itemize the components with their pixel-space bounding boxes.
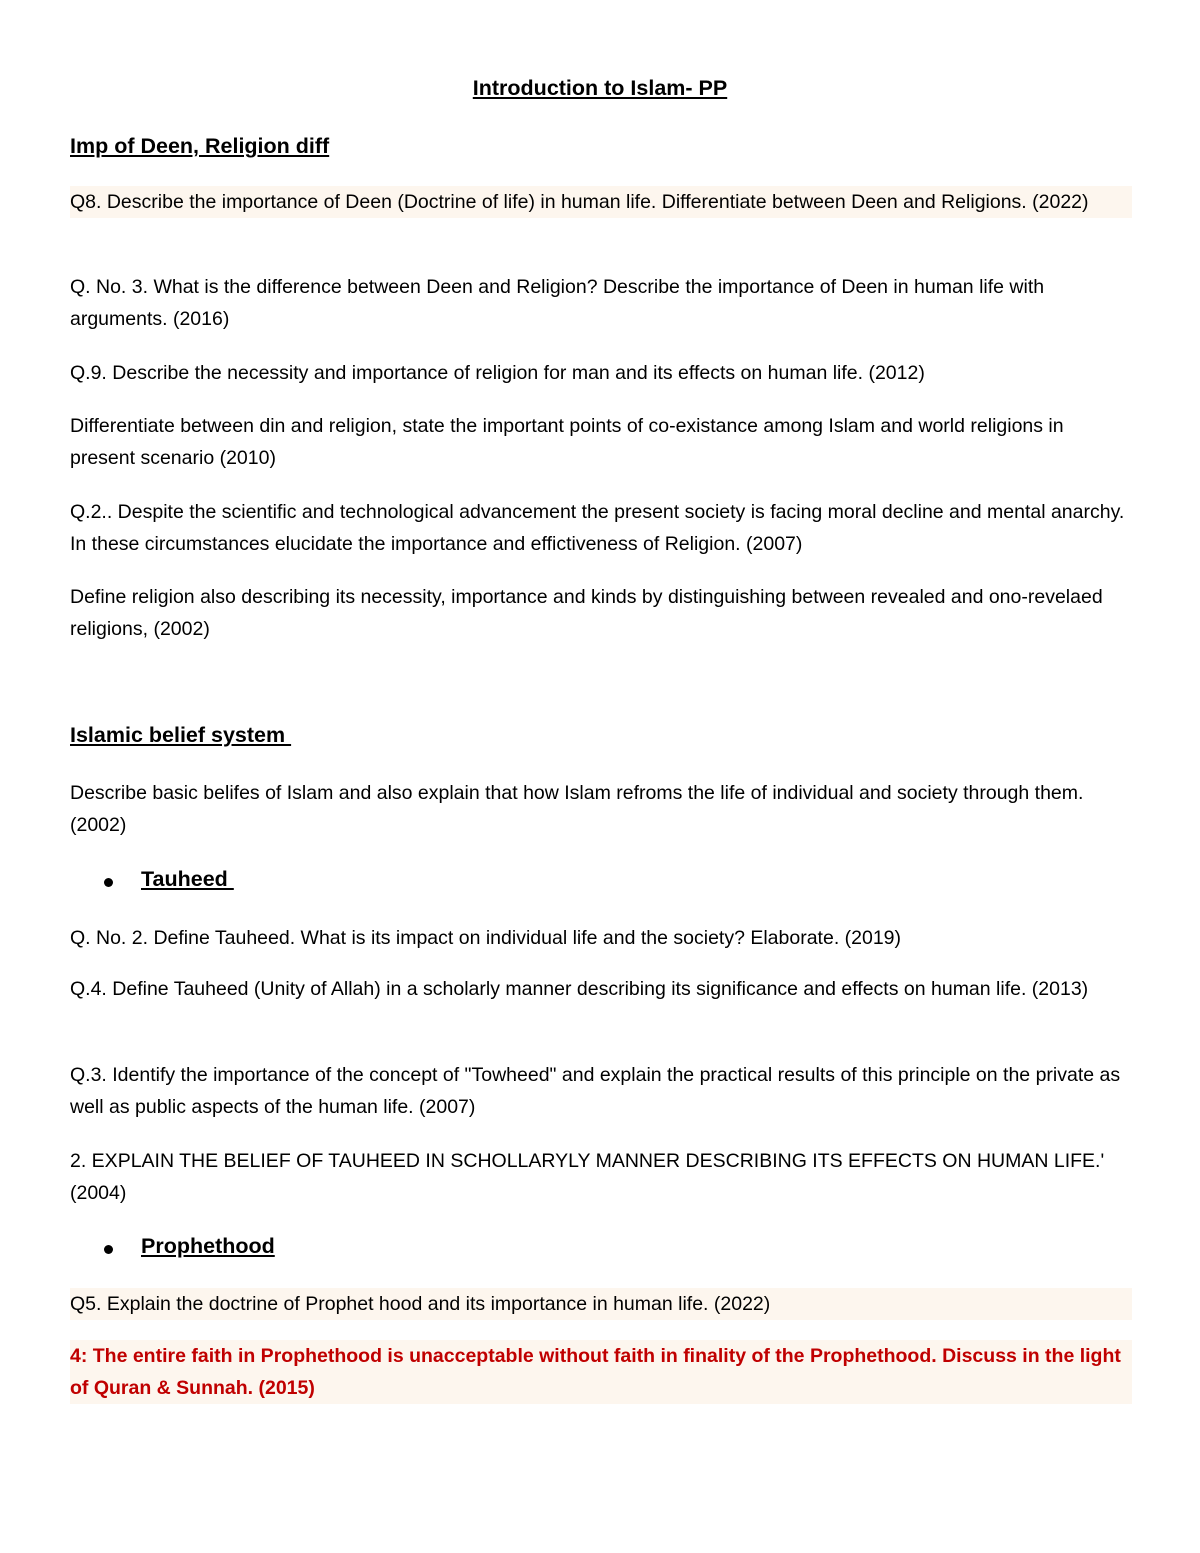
question-item: Q. No. 2. Define Tauheed. What is its impact on individual life and the society? Elaborate. (2019) — [70, 927, 902, 949]
question-item: 2. EXPLAIN THE BELIEF OF TAUHEED IN SCHOLLARYLY MANNER DESCRIBING ITS EFFECTS ON HUMAN LIFE.' (2004) — [70, 1150, 1105, 1204]
question-item: Q. No. 3. What is the difference between Deen and Religion? Describe the importance of Deen in human life with arguments. (2016) — [70, 276, 1045, 330]
bullet-icon — [104, 878, 113, 887]
question-item: Q5. Explain the doctrine of Prophet hood and its importance in human life. (2022) — [70, 1288, 1132, 1320]
question-item: Q.3. Identify the importance of the concept of "Towheed" and explain the practical results of this principle on the private as well as public aspects of the human life. (2007) — [70, 1064, 1121, 1118]
subheading-tauheed: Tauheed — [141, 867, 234, 891]
question-item: Define religion also describing its necessity, importance and kinds by distinguishing between revealed and ono-revelaed religions, (2002) — [70, 586, 1103, 640]
subheading-prophethood: Prophethood — [141, 1234, 275, 1258]
section-intro: Describe basic belifes of Islam and also explain that how Islam refroms the life of individual and society through them. (2002) — [70, 782, 1084, 836]
section-heading-belief: Islamic belief system — [70, 723, 292, 747]
question-item-red: 4: The entire faith in Prophethood is unacceptable without faith in finality of the Prophethood. Discuss in the light of Quran & Sunnah. (2015) — [70, 1340, 1132, 1404]
bullet-icon — [104, 1245, 113, 1254]
question-item: Q.2.. Despite the scientific and technological advancement the present society is facing moral decline and mental anarchy. In these circumstances elucidate the importance and effictiveness of Religion. (2007) — [70, 501, 1125, 555]
question-item: Q8. Describe the importance of Deen (Doctrine of life) in human life. Differentiate between Deen and Religions. (2022) — [70, 186, 1132, 218]
question-item: Q.4. Define Tauheed (Unity of Allah) in a scholarly manner describing its significance and effects on human life. (2013) — [70, 978, 1089, 1000]
document-title: Introduction to Islam- PP — [472, 76, 728, 100]
question-item: Differentiate between din and religion, state the important points of co-existance among Islam and world religions in present scenario (2010) — [70, 415, 1064, 469]
section-heading-deen: Imp of Deen, Religion diff — [70, 134, 330, 158]
question-item: Q.9. Describe the necessity and importance of religion for man and its effects on human life. (2012) — [70, 362, 925, 384]
